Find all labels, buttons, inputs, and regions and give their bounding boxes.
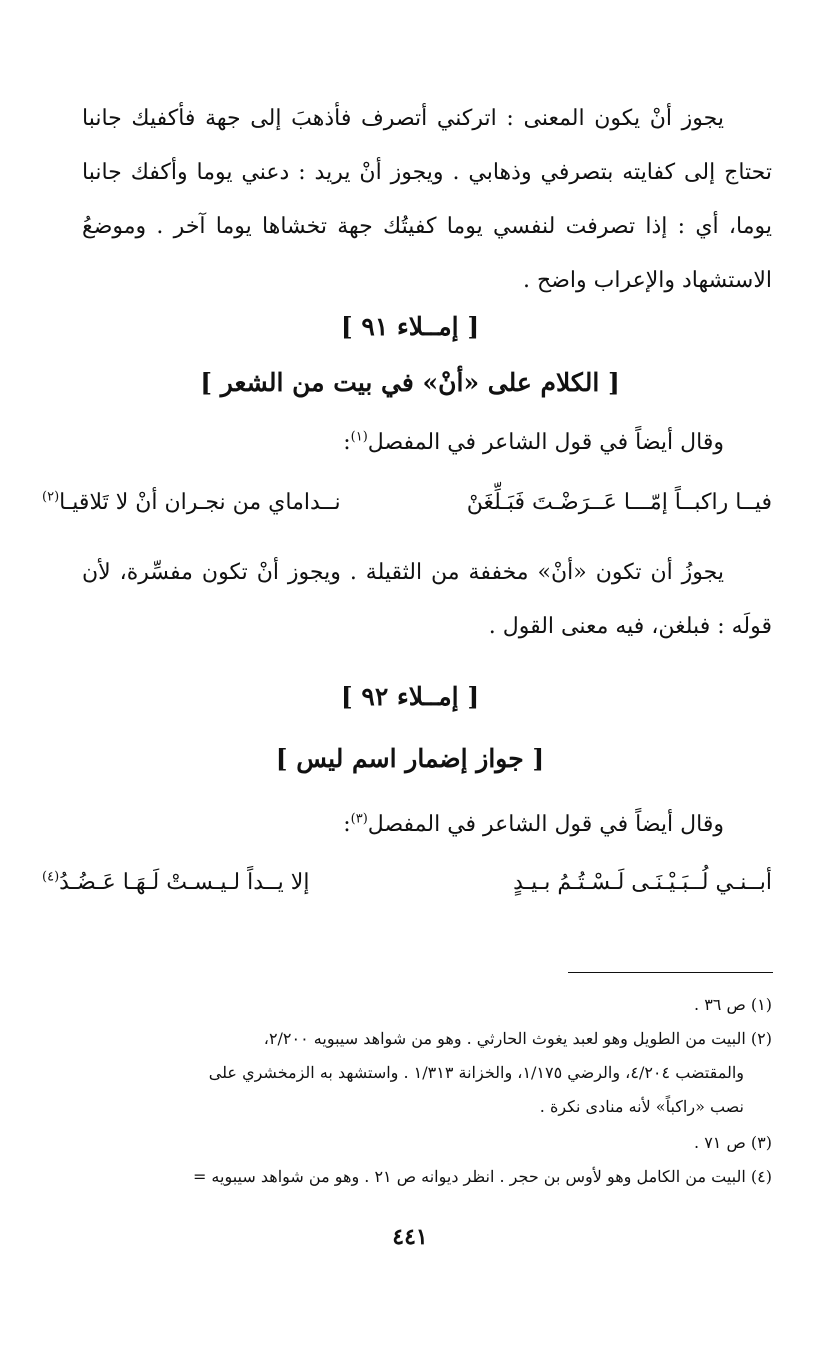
section1-title: [ الكلام على «أنْ» في بيت من الشعر ] [200, 368, 620, 397]
section2-intro-text: وقال أيضاً في قول الشاعر في المفصل [367, 812, 724, 837]
section2-number-heading: [ إمــلاء ٩٢ ] [340, 682, 480, 711]
section1-verse-first-hemistich: فيــا راكبــاً إمّـــا عَــرَضْـتَ فَبَـلِّغَنْ [466, 490, 772, 515]
section1-intro-text: وقال أيضاً في قول الشاعر في المفصل [367, 430, 724, 455]
footnote-ref-4: (٤) [42, 869, 60, 885]
page-number: ٤٤١ [392, 1224, 428, 1250]
section1-verse [42, 490, 772, 515]
footnote-2 [82, 1022, 772, 1124]
footnote-separator-rule [568, 972, 773, 973]
footnote-4: (٤) البيت من الكامل وهو لأوس بن حجر . انظر ديوانه ص ٢١ . وهو من شواهد سيبويه = [192, 1167, 772, 1186]
section2-intro-line [82, 812, 724, 837]
section2-verse-second-hemistich-wrap [42, 870, 309, 895]
footnote-2-line-3: نصب «راكباً» لأنه منادى نكرة . [539, 1097, 744, 1116]
section1-verse-second-hemistich: نــداماي من نجـران أنْ لا تَلاقيـا [59, 490, 341, 515]
footnote-1: (١) ص ٣٦ . [694, 995, 772, 1014]
section1-verse-second-hemistich-wrap [42, 490, 341, 515]
section2-verse-first-hemistich: أبــنـي لُــبَـيْـنَـى لَـسْـتُـمُ بـيـدٍ [513, 870, 772, 895]
footnote-ref-2: (٢) [42, 489, 60, 505]
footnote-3: (٣) ص ٧١ . [694, 1133, 772, 1152]
section2-verse [42, 870, 772, 895]
section2-verse-second-hemistich: إلا يــداً لـيـسـتْ لَـهَـا عَـضُـدُ [59, 870, 310, 895]
footnote-ref-3: (٣) [350, 811, 368, 827]
section1-number-heading: [ إمــلاء ٩١ ] [340, 312, 480, 341]
footnote-ref-1: (١) [350, 429, 368, 445]
footnote-2-line-1: (٢) البيت من الطويل وهو لعبد يغوث الحارثي . وهو من شواهد سيبويه ٢/٢٠٠، [263, 1029, 772, 1048]
section1-commentary: يجوزُ أن تكون «أنْ» مخففة من الثقيلة . ويجوز أنْ تكون مفسِّرة، لأن قولَه : فبلغن، فيه معنى القول . [82, 560, 772, 639]
footnote-2-line-2: والمقتضب ٤/٢٠٤، والرضي ١/١٧٥، والخزانة ١/٣١٣ . واستشهد به الزمخشري على [208, 1063, 744, 1082]
section1-intro-colon: : [343, 430, 351, 455]
section1-intro-line [82, 430, 724, 455]
intro-paragraph: يجوز أنْ يكون المعنى : اتركني أتصرف فأذهبَ إلى جهة فأكفيك جانبا تحتاج إلى كفايته بتصرفي وذهابي . ويجوز أنْ يريد : دعني يوما وأكفك جانبا يوما، أي : إذا تصرفت لنفسي يوما كفيتُك جهة تخشاها يوما آخر . وموضعُ الاستشهاد والإعراب واضح . [82, 106, 772, 293]
section2-intro-colon: : [343, 812, 351, 837]
section2-title: [ جواز إضمار اسم ليس ] [275, 744, 545, 773]
